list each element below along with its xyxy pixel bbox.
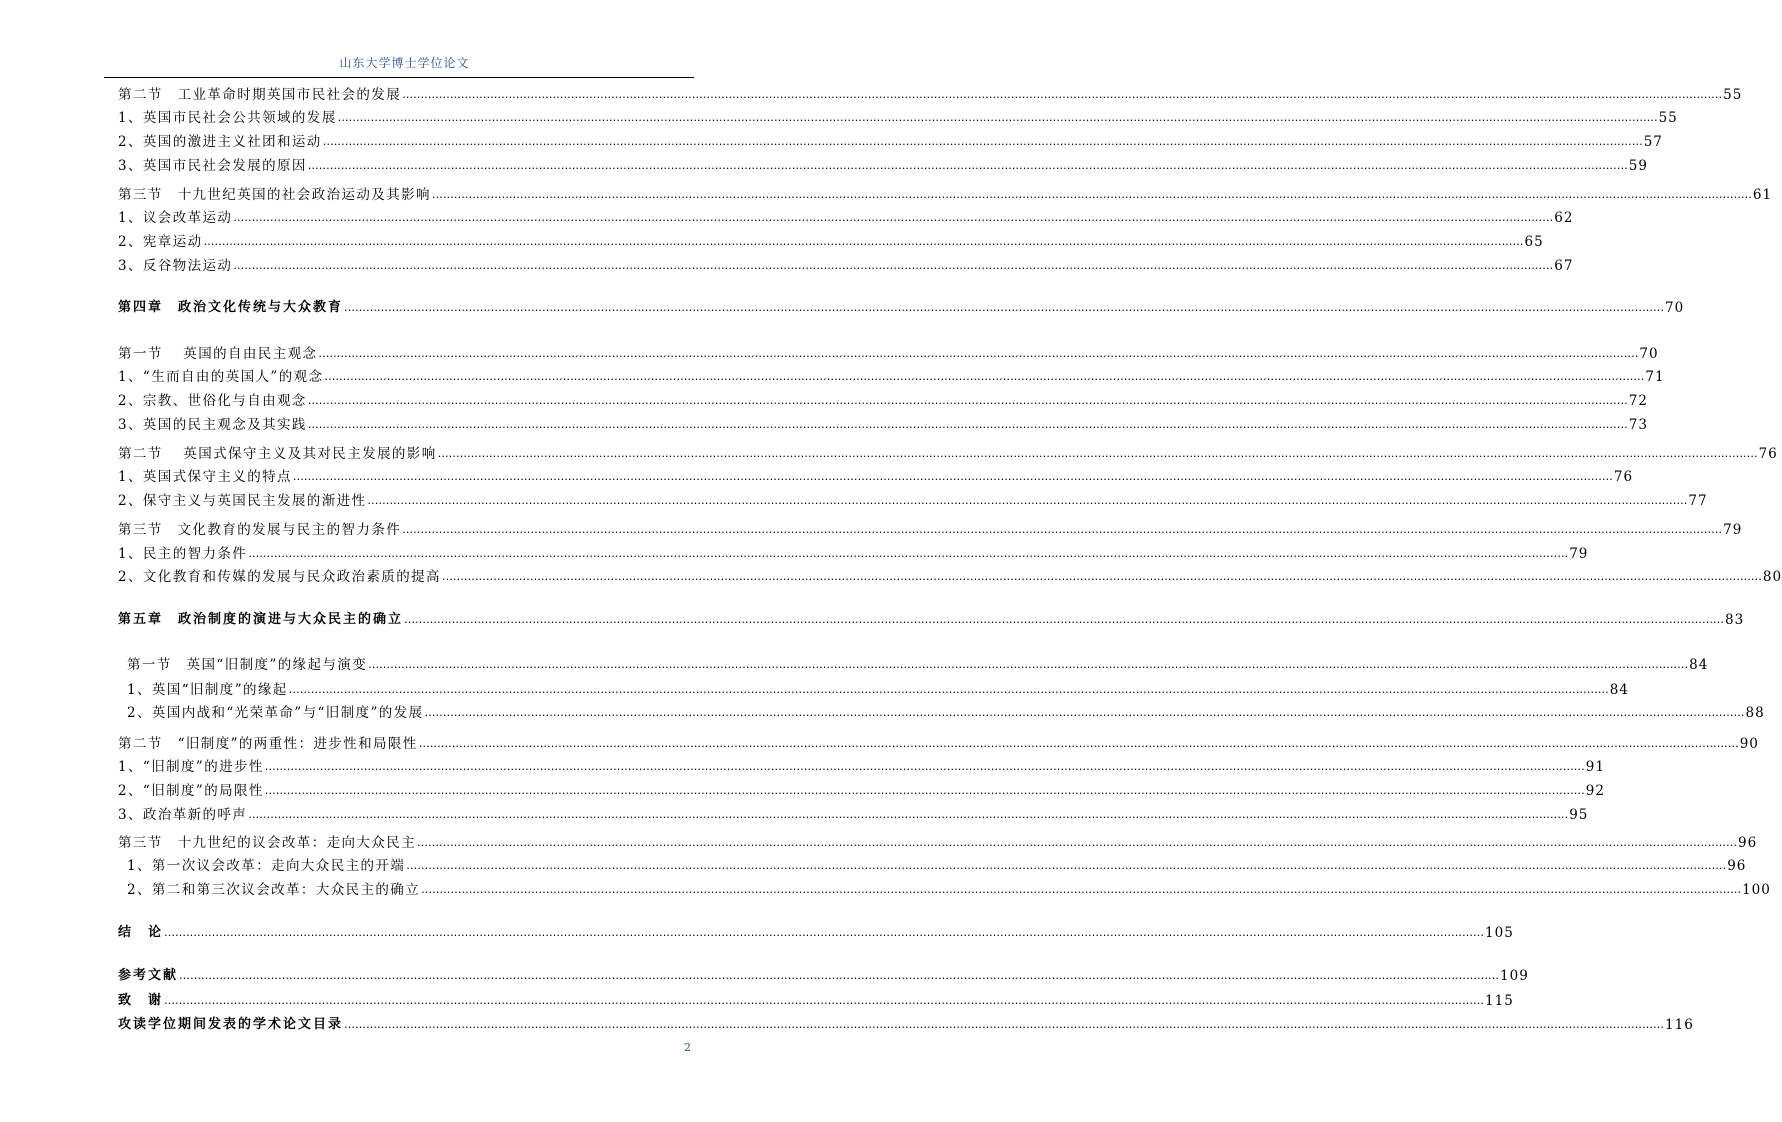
toc-entry-title: 第四章 政治文化传统与大众教育 xyxy=(118,300,344,315)
toc-entry xyxy=(118,391,1648,411)
toc-dot-leader: ……………………………………………………………………………………………………………………………………………………………………………………………………………………………………………………………………………………………………………………………… xyxy=(233,259,1554,272)
running-header: 山东大学博士学位论文 xyxy=(339,56,470,70)
toc-dot-leader: ……………………………………………………………………………………………………………………………………………………………………………………………………………………………………………………………………………………………………………………………… xyxy=(402,88,1723,101)
toc-entry xyxy=(118,415,1648,435)
toc-entry-page: 96 xyxy=(1727,858,1747,874)
toc-dot-leader: ……………………………………………………………………………………………………………………………………………………………………………………………………………………………………………………………………………………………………………………………… xyxy=(437,447,1758,460)
toc-entry-page: 76 xyxy=(1613,469,1634,485)
toc-entry-title: 2、宪章运动 xyxy=(118,234,203,250)
toc-entry-page: 65 xyxy=(1524,234,1544,250)
toc-entry-title: 致 谢 xyxy=(118,993,164,1008)
toc-entry-page: 70 xyxy=(1639,346,1659,362)
toc-entry-page: 92 xyxy=(1585,783,1605,799)
toc-entry-page: 96 xyxy=(1738,835,1758,851)
toc-dot-leader: ……………………………………………………………………………………………………………………………………………………………………………………………………………………………………………………………………………………………………………………………… xyxy=(233,211,1554,224)
toc-dot-leader: ……………………………………………………………………………………………………………………………………………………………………………………………………………………………………………………………………………………………………………………………… xyxy=(164,926,1485,939)
toc-entry xyxy=(118,444,1778,464)
toc-entry-title: 第五章 政治制度的演进与大众民主的确立 xyxy=(118,612,404,627)
toc-entry-title: 1、英国市民社会公共领域的发展 xyxy=(118,110,337,126)
toc-entry-title: 3、政治革新的呼声 xyxy=(118,807,248,823)
toc-dot-leader: ……………………………………………………………………………………………………………………………………………………………………………………………………………………………………………………………………………………………………………………………… xyxy=(203,235,1524,248)
toc-dot-leader: ……………………………………………………………………………………………………………………………………………………………………………………………………………………………………………………………………………………………………………………………… xyxy=(307,418,1628,431)
toc-entry xyxy=(118,734,1759,754)
toc-entry-page: 115 xyxy=(1485,993,1514,1009)
toc-entry xyxy=(118,833,1758,853)
toc-entry-title: 1、议会改革运动 xyxy=(118,210,233,226)
toc-entry-page: 90 xyxy=(1739,736,1759,752)
toc-entry-page: 79 xyxy=(1723,522,1743,538)
toc-entry-page: 73 xyxy=(1628,417,1648,433)
toc-entry-title: 2、英国的激进主义社团和运动 xyxy=(118,134,322,150)
toc-entry-page: 76 xyxy=(1758,446,1778,462)
toc-entry-title: 第二节 “旧制度”的两重性：进步性和局限性 xyxy=(118,736,418,752)
toc-chapter-entry xyxy=(118,991,1514,1011)
toc-dot-leader: ……………………………………………………………………………………………………………………………………………………………………………………………………………………………………………………………………………………………………………………………… xyxy=(431,188,1752,201)
toc-dot-leader: ……………………………………………………………………………………………………………………………………………………………………………………………………………………………………………………………………………………………………………………………… xyxy=(292,470,1613,483)
toc-entry-page: 57 xyxy=(1643,134,1663,150)
toc-entry-page: 67 xyxy=(1554,258,1574,274)
toc-entry-page: 79 xyxy=(1569,546,1589,562)
toc-entry xyxy=(118,108,1678,128)
toc-entry xyxy=(127,856,1747,876)
toc-dot-leader: ……………………………………………………………………………………………………………………………………………………………………………………………………………………………………………………………………………………………………………………………… xyxy=(288,683,1609,696)
toc-entry xyxy=(127,680,1629,700)
toc-chapter-entry xyxy=(118,610,1745,630)
toc-entry-title: 第一节 英国的自由民主观念 xyxy=(118,346,318,362)
toc-dot-leader: ……………………………………………………………………………………………………………………………………………………………………………………………………………………………………………………………………………………………………………………………… xyxy=(441,570,1762,583)
toc-dot-leader: ……………………………………………………………………………………………………………………………………………………………………………………………………………………………………………………………………………………………………………………………… xyxy=(179,969,1500,982)
toc-entry-title: 结 论 xyxy=(118,925,164,940)
toc-dot-leader: ……………………………………………………………………………………………………………………………………………………………………………………………………………………………………………………………………………………………………………………………… xyxy=(368,658,1689,671)
toc-entry-title: 2、“旧制度”的局限性 xyxy=(118,783,264,799)
toc-entry-title: 3、反谷物法运动 xyxy=(118,258,233,274)
toc-entry xyxy=(118,781,1605,801)
toc-entry-title: 第一节 英国“旧制度”的缘起与演变 xyxy=(127,657,368,673)
toc-entry-page: 95 xyxy=(1569,807,1589,823)
toc-entry xyxy=(118,208,1574,228)
toc-entry-page: 116 xyxy=(1665,1017,1694,1033)
toc-dot-leader: ……………………………………………………………………………………………………………………………………………………………………………………………………………………………………………………………………………………………………………………………… xyxy=(421,883,1742,896)
toc-dot-leader: ……………………………………………………………………………………………………………………………………………………………………………………………………………………………………………………………………………………………………………………………… xyxy=(324,370,1645,383)
toc-dot-leader: ……………………………………………………………………………………………………………………………………………………………………………………………………………………………………………………………………………………………………………………………… xyxy=(404,613,1725,626)
toc-entry xyxy=(118,367,1665,387)
toc-entry xyxy=(118,132,1663,152)
toc-entry-title: 攻读学位期间发表的学术论文目录 xyxy=(118,1017,344,1032)
toc-dot-leader: ……………………………………………………………………………………………………………………………………………………………………………………………………………………………………………………………………………………………………………………………… xyxy=(417,836,1737,849)
toc-entry-title: 第三节 十九世纪的议会改革：走向大众民主 xyxy=(118,835,416,851)
toc-entry-page: 88 xyxy=(1745,705,1765,721)
toc-entry xyxy=(118,185,1773,205)
toc-dot-leader: ……………………………………………………………………………………………………………………………………………………………………………………………………………………………………………………………………………………………………………………………… xyxy=(344,1018,1665,1031)
toc-entry xyxy=(118,232,1544,252)
toc-dot-leader: ……………………………………………………………………………………………………………………………………………………………………………………………………………………………………………………………………………………………………………………………… xyxy=(337,111,1658,124)
toc-entry-page: 71 xyxy=(1645,369,1665,385)
toc-entry-page: 61 xyxy=(1752,187,1773,203)
toc-entry-page: 84 xyxy=(1609,682,1629,698)
toc-entry-title: 2、英国内战和“光荣革命”与“旧制度”的发展 xyxy=(127,705,424,721)
toc-entry xyxy=(118,491,1708,511)
toc-entry-page: 105 xyxy=(1485,925,1514,941)
toc-entry-title: 2、宗教、世俗化与自由观念 xyxy=(118,393,307,409)
toc-entry-page: 83 xyxy=(1725,612,1745,628)
toc-entry-title: 1、英国式保守主义的特点 xyxy=(118,469,292,485)
toc-dot-leader: ……………………………………………………………………………………………………………………………………………………………………………………………………………………………………………………………………………………………………………………………… xyxy=(402,523,1723,536)
toc-entry-title: 2、保守主义与英国民主发展的渐进性 xyxy=(118,493,367,509)
toc-chapter-entry xyxy=(118,923,1514,943)
toc-entry-page: 91 xyxy=(1585,759,1605,775)
toc-dot-leader: ……………………………………………………………………………………………………………………………………………………………………………………………………………………………………………………………………………………………………………………………… xyxy=(307,159,1628,172)
toc-entry-title: 1、第一次议会改革：走向大众民主的开端 xyxy=(127,858,406,874)
toc-dot-leader: ……………………………………………………………………………………………………………………………………………………………………………………………………………………………………………………………………………………………………………………………… xyxy=(367,494,1688,507)
toc-entry-title: 第三节 十九世纪英国的社会政治运动及其影响 xyxy=(118,187,431,203)
toc-dot-leader: ……………………………………………………………………………………………………………………………………………………………………………………………………………………………………………………………………………………………………………………………… xyxy=(307,394,1628,407)
toc-chapter-entry xyxy=(118,966,1529,986)
toc-entry-page: 77 xyxy=(1688,493,1708,509)
toc-entry-page: 62 xyxy=(1554,210,1574,226)
toc-entry-page: 55 xyxy=(1723,87,1743,103)
toc-dot-leader: ……………………………………………………………………………………………………………………………………………………………………………………………………………………………………………………………………………………………………………………………… xyxy=(406,859,1727,872)
toc-entry xyxy=(118,544,1589,564)
toc-entry-title: 第三节 文化教育的发展与民主的智力条件 xyxy=(118,522,402,538)
toc-entry xyxy=(118,805,1589,825)
toc-entry-page: 70 xyxy=(1665,300,1685,316)
toc-dot-leader: ……………………………………………………………………………………………………………………………………………………………………………………………………………………………………………………………………………………………………………………………… xyxy=(424,706,1745,719)
toc-dot-leader: ……………………………………………………………………………………………………………………………………………………………………………………………………………………………………………………………………………………………………………………………… xyxy=(264,760,1585,773)
toc-dot-leader: ……………………………………………………………………………………………………………………………………………………………………………………………………………………………………………………………………………………………………………………………… xyxy=(248,547,1569,560)
toc-entry-title: 2、文化教育和传媒的发展与民众政治素质的提高 xyxy=(118,569,441,585)
toc-entry xyxy=(118,344,1659,364)
toc-entry xyxy=(127,655,1709,675)
toc-dot-leader: ……………………………………………………………………………………………………………………………………………………………………………………………………………………………………………………………………………………………………………………………… xyxy=(264,784,1585,797)
toc-entry-title: 第二节 英国式保守主义及其对民主发展的影响 xyxy=(118,446,437,462)
toc-chapter-entry xyxy=(118,298,1685,318)
toc-entry-title: 1、民主的智力条件 xyxy=(118,546,248,562)
toc-dot-leader: ……………………………………………………………………………………………………………………………………………………………………………………………………………………………………………………………………………………………………………………………… xyxy=(318,347,1639,360)
toc-entry-title: 第二节 工业革命时期英国市民社会的发展 xyxy=(118,87,402,103)
toc-entry-title: 3、英国市民社会发展的原因 xyxy=(118,158,307,174)
toc-entry-page: 109 xyxy=(1500,968,1529,984)
toc-entry xyxy=(118,256,1574,276)
toc-entry-title: 2、第二和第三次议会改革：大众民主的确立 xyxy=(127,882,421,898)
toc-entry-page: 59 xyxy=(1628,158,1648,174)
toc-dot-leader: ……………………………………………………………………………………………………………………………………………………………………………………………………………………………………………………………………………………………………………………………… xyxy=(164,994,1485,1007)
toc-entry-title: 1、“旧制度”的进步性 xyxy=(118,759,264,775)
toc-entry-page: 55 xyxy=(1658,110,1678,126)
toc-entry-title: 参考文献 xyxy=(118,968,179,983)
toc-entry xyxy=(118,757,1605,777)
toc-entry-title: 3、英国的民主观念及其实践 xyxy=(118,417,307,433)
toc-dot-leader: ……………………………………………………………………………………………………………………………………………………………………………………………………………………………………………………………………………………………………………………………… xyxy=(322,135,1643,148)
toc-entry-page: 100 xyxy=(1742,882,1771,898)
toc-entry-page: 84 xyxy=(1689,657,1709,673)
toc-entry-title: 1、英国“旧制度”的缘起 xyxy=(127,682,288,698)
toc-chapter-entry xyxy=(118,1015,1694,1035)
toc-dot-leader: ……………………………………………………………………………………………………………………………………………………………………………………………………………………………………………………………………………………………………………………………… xyxy=(248,808,1569,821)
page-number: 2 xyxy=(684,1041,691,1054)
toc-entry xyxy=(118,467,1634,487)
toc-entry-page: 80 xyxy=(1762,569,1782,585)
toc-dot-leader: ……………………………………………………………………………………………………………………………………………………………………………………………………………………………………………………………………………………………………………………………… xyxy=(344,301,1665,314)
toc-entry xyxy=(118,85,1743,105)
toc-entry xyxy=(127,703,1765,723)
toc-entry xyxy=(118,520,1743,540)
toc-entry xyxy=(118,567,1782,587)
toc-entry-title: 1、“生而自由的英国人”的观念 xyxy=(118,369,324,385)
toc-entry xyxy=(118,156,1648,176)
toc-dot-leader: ……………………………………………………………………………………………………………………………………………………………………………………………………………………………………………………………………………………………………………………………… xyxy=(418,737,1739,750)
toc-entry xyxy=(127,880,1771,900)
toc-entry-page: 72 xyxy=(1628,393,1648,409)
